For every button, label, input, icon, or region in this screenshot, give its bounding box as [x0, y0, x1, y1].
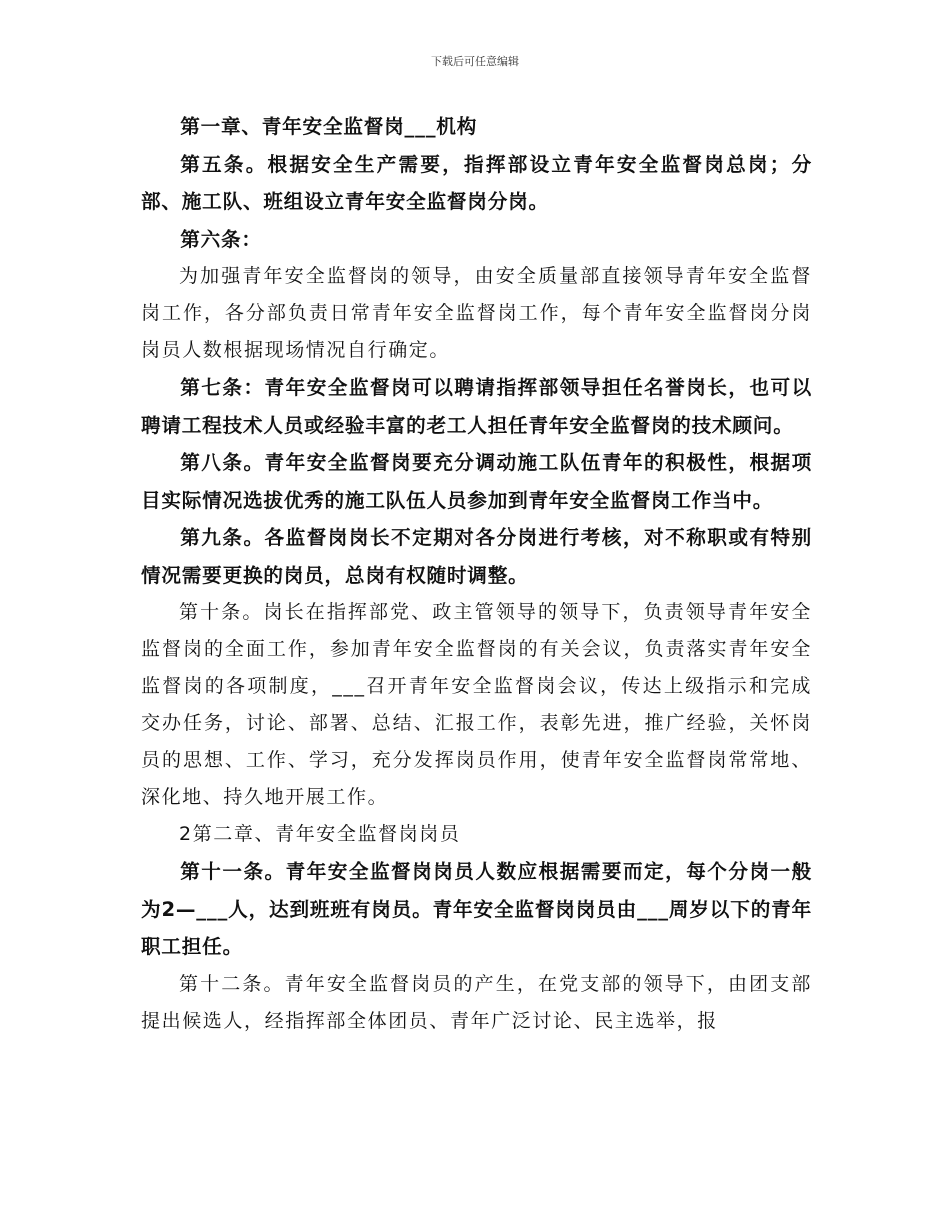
article-12: 第十二条。青年安全监督岗员的产生，在党支部的领导下，由团支部提出候选人，经指挥部全体团员、青年广泛讨论、民主选举，报: [141, 972, 812, 1032]
article-8: 第八条。青年安全监督岗要充分调动施工队伍青年的积极性，根据项目实际情况选拔优秀的施工队伍人员参加到青年安全监督岗工作当中。: [141, 451, 812, 512]
chapter-heading-1: 第一章、青年安全监督岗___机构: [180, 115, 478, 138]
article-11: 第十一条。青年安全监督岗岗员人数应根据需要而定，每个分岗一般为2—___人，达到班班有岗员。青年安全监督岗岗员由___周岁以下的青年职工担任。: [141, 860, 812, 958]
article-6-heading: 第六条：: [180, 227, 262, 251]
article-10: 第十条。岗长在指挥部党、政主管领导的领导下，负责领导青年安全监督岗的全面工作，参加青年安全监督岗的有关会议，负责落实青年安全监督岗的各项制度，___召开青年安全监督岗会议，传达上级指示和完成交办任务，讨论、部署、总结、汇报工作，表彰先进，推广经验，关怀岗员的思想、工作、学习，充分发挥岗员作用，使青年安全监督岗常常地、深化地、持久地开展工作。: [141, 601, 812, 808]
article-9: 第九条。各监督岗岗长不定期对各分岗进行考核，对不称职或有特别情况需要更换的岗员，总岗有权随时调整。: [141, 526, 812, 587]
document-body: [141, 108, 812, 1040]
page-header: 下载后可任意编辑: [431, 55, 519, 68]
chapter-heading-2: 2第二章、青年安全监督岗岗员: [179, 823, 461, 845]
article-5: 第五条。根据安全生产需要，指挥部设立青年安全监督岗总岗；分部、施工队、班组设立青年安全监督岗分岗。: [141, 152, 812, 213]
article-6-body: 为加强青年安全监督岗的领导，由安全质量部直接领导青年安全监督岗工作，各分部负责日常青年安全监督岗工作，每个青年安全监督岗分岗岗员人数根据现场情况自行确定。: [141, 265, 812, 361]
article-7: 第七条：青年安全监督岗可以聘请指挥部领导担任名誉岗长，也可以聘请工程技术人员或经验丰富的老工人担任青年安全监督岗的技术顾问。: [141, 376, 812, 437]
